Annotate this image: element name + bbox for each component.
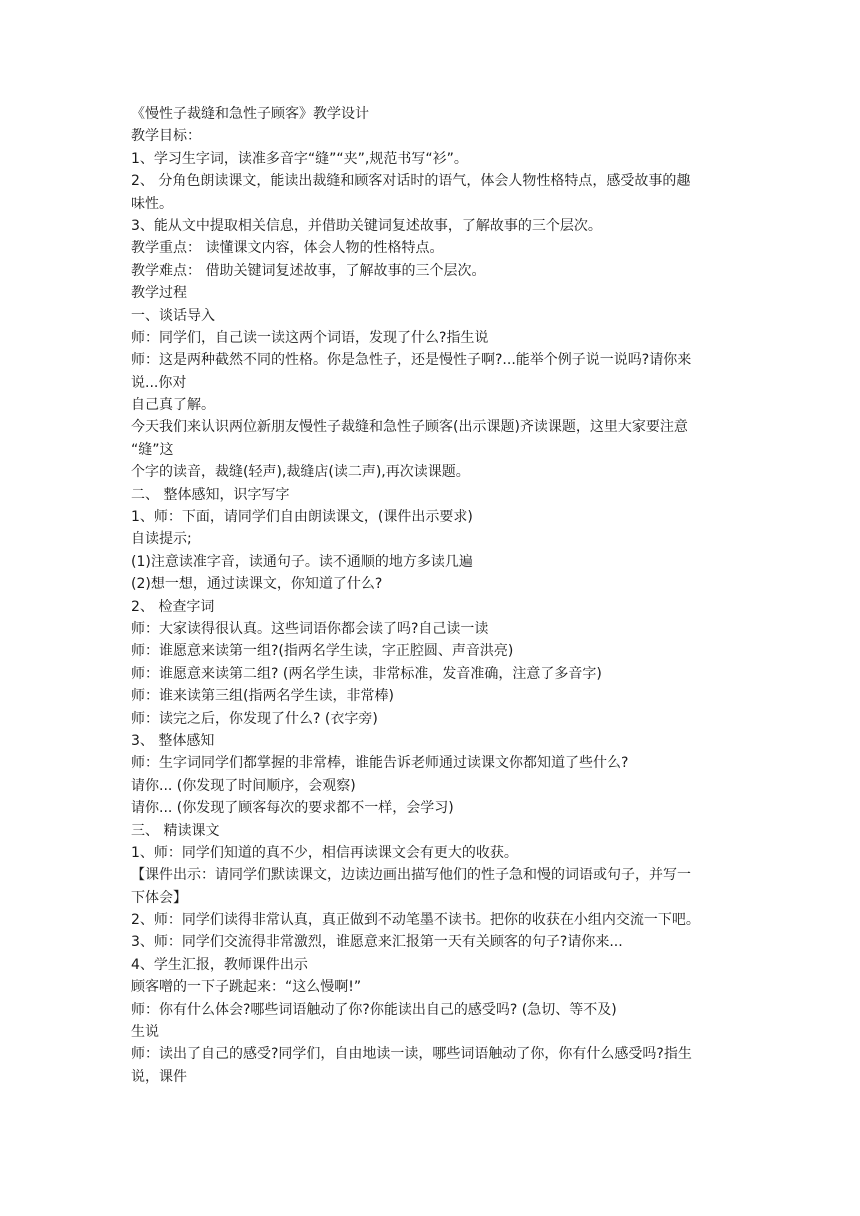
text-line: 师：生字词同学们都掌握的非常棒，谁能告诉老师通过读课文你都知道了些什么? [131,755,629,772]
text-line: 师：谁来读第三组(指两名学生读，非常棒) [131,688,394,705]
text-line: 3、师：同学们交流得非常激烈，谁愿意来汇报第一天有关顾客的句子?请你来... [131,934,623,951]
text-line-key-point: 教学重点： 读懂课文内容，体会人物的性格特点。 [131,240,444,257]
text-line: 请你... (你发现了时间顺序，会观察) [131,777,356,794]
text-line: 个字的读音，裁缝(轻声),裁缝店(读二声),再次读课题。 [131,464,470,481]
text-line: 师：谁愿意来读第一组?(指两名学生读，字正腔圆、声音洪亮) [131,643,514,660]
text-line: 生说 [131,1024,159,1041]
section-heading-process: 教学过程 [131,285,187,302]
text-line: 师：同学们，自己读一读这两个词语，发现了什么?指生说 [131,329,489,346]
sub-heading: 3、 整体感知 [131,732,215,749]
text-line: 1、师：下面，请同学们自由朗读课文，(课件出示要求) [131,509,473,526]
text-line-difficulty: 教学难点： 借助关键词复述故事，了解故事的三个层次。 [131,262,486,279]
text-line: 1、师：同学们知道的真不少，相信再读课文会有更大的收获。 [131,844,518,861]
text-line: 3、能从文中提取相关信息，并借助关键词复述故事，了解故事的三个层次。 [131,217,602,234]
text-line: 请你... (你发现了顾客每次的要求都不一样，会学习) [131,800,454,817]
document-body [131,103,737,1088]
text-line: 说...你对 [131,374,187,391]
section-heading: 二、 整体感知，识字写字 [131,486,290,503]
text-line: 说，课件 [131,1068,187,1085]
section-heading: 三、 精读课文 [131,822,220,839]
text-line: 2、 分角色朗读课文，能读出裁缝和顾客对话时的语气，体会人物性格特点，感受故事的趣 [131,173,691,190]
text-line: 师：这是两种截然不同的性格。你是急性子，还是慢性子啊?...能举个例子说一说吗?请你来 [131,352,692,369]
section-heading-goals: 教学目标： [131,128,201,145]
text-line: 味性。 [131,195,173,212]
text-line: 师：你有什么体会?哪些词语触动了你?你能读出自己的感受吗? (急切、等不及) [131,1001,617,1018]
text-line: “缝”这 [131,441,174,458]
text-line: 师：读出了自己的感受?同学们，自由地读一读，哪些词语触动了你，你有什么感受吗?指生 [131,1046,692,1063]
text-line: (2)想一想，通过读课文，你知道了什么? [131,576,383,593]
text-line: 师：读完之后，你发现了什么? (衣字旁) [131,710,378,727]
text-line: 下体会】 [131,889,187,906]
text-line: 1、学习生字词，读准多音字“缝”“夹”,规范书写“衫”。 [131,150,468,167]
text-line: 自读提示; [131,531,192,548]
text-line: 师：谁愿意来读第二组? (两名学生读，非常标准，发音准确，注意了多音字) [131,665,602,682]
text-line: 2、师：同学们读得非常认真，真正做到不动笔墨不读书。把你的收获在小组内交流一下吧。 [131,912,700,929]
text-line: 自己真了解。 [131,397,215,414]
text-line: 4、学生汇报，教师课件出示 [131,956,308,973]
doc-title: 《慢性子裁缝和急性子顾客》教学设计 [131,106,369,122]
text-line: 今天我们来认识两位新朋友慢性子裁缝和急性子顾客(出示课题)齐读课题，这里大家要注意 [131,419,688,436]
quote-line: 顾客噌的一下子跳起来：“这么慢啊!” [131,979,362,996]
text-line: 【课件出示：请同学们默读课文，边读边画出描写他们的性子急和慢的词语或句子，并写一 [131,867,691,884]
text-line: 师：大家读得很认真。这些词语你都会读了吗?自己读一读 [131,620,489,637]
section-heading: 一、谈话导入 [131,307,215,324]
sub-heading: 2、 检查字词 [131,598,215,615]
text-line: (1)注意读准字音，读通句子。读不通顺的地方多读几遍 [131,553,473,570]
